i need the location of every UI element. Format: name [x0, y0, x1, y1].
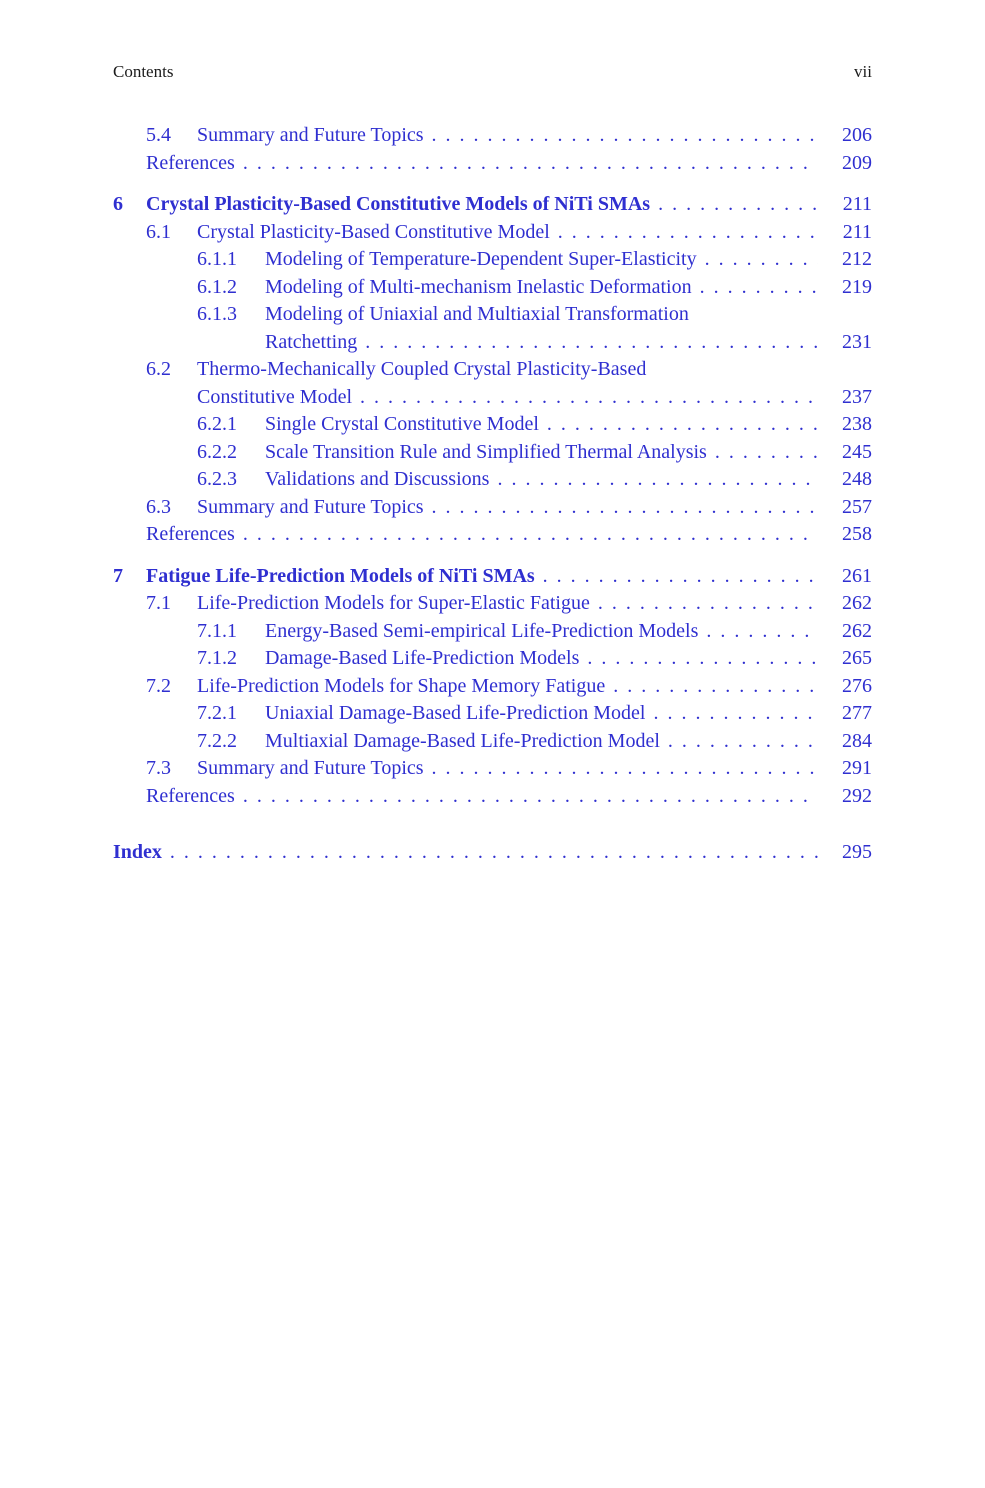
toc-entry-title: Scale Transition Rule and Simplified Thermal Analysis — [265, 440, 707, 463]
toc-entry[interactable] — [113, 466, 872, 494]
toc-entry-line — [113, 783, 872, 811]
toc-entry-number: 6.2.1 — [197, 413, 237, 435]
toc-entry-title: Summary and Future Topics — [197, 757, 424, 779]
dot-leader — [653, 700, 818, 728]
toc-entry-line — [113, 755, 872, 783]
toc-entry-page: 257 — [842, 495, 872, 518]
toc-entry[interactable] — [113, 590, 872, 618]
toc-entry-line — [113, 219, 872, 247]
dot-leader — [432, 755, 818, 783]
toc-entry[interactable] — [113, 618, 872, 646]
dot-leader — [432, 122, 818, 150]
dot-leader — [587, 645, 818, 673]
toc-entry-title: Crystal Plasticity-Based Constitutive Model — [197, 220, 550, 243]
toc-entry[interactable] — [113, 521, 872, 549]
toc-entry-number: 6.1.3 — [197, 303, 237, 325]
dot-leader — [547, 411, 818, 439]
toc-entry[interactable] — [113, 150, 872, 178]
toc-entry-line — [113, 122, 872, 150]
toc-entry-title: References — [146, 784, 235, 807]
running-header-title: Contents — [113, 62, 174, 81]
toc-entry-line — [113, 466, 872, 494]
toc-entry[interactable] — [113, 755, 872, 783]
toc-entry[interactable] — [113, 411, 872, 439]
dot-leader — [243, 150, 818, 178]
toc-entry-title: Validations and Discussions — [265, 468, 490, 490]
toc-entry-title: References — [146, 523, 235, 545]
toc-entry-line — [113, 246, 872, 274]
toc-entry-title: Life-Prediction Models for Shape Memory Fatigue — [197, 674, 606, 697]
toc-entry-number: 7.1.1 — [197, 619, 237, 642]
toc-entry[interactable] — [113, 673, 872, 701]
toc-entry[interactable] — [113, 356, 872, 411]
toc-entry-line — [113, 673, 872, 701]
toc-entry[interactable] — [113, 219, 872, 247]
toc-entry-number: 6.3 — [146, 495, 171, 518]
toc-entry-page: 262 — [842, 619, 872, 642]
toc-entry[interactable] — [113, 645, 872, 673]
toc-entry-page: 265 — [842, 647, 872, 669]
dot-leader — [365, 329, 818, 357]
toc-entry-title: Crystal Plasticity-Based Constitutive Models of NiTi SMAs — [146, 193, 651, 215]
toc-entry-number: 7.2 — [146, 674, 171, 697]
toc-entry-page: 245 — [842, 440, 872, 463]
toc-entry-title: Energy-Based Semi-empirical Life-Prediction Models — [265, 619, 699, 642]
toc-entry-title: Modeling of Temperature-Dependent Super-Elasticity — [265, 248, 697, 270]
toc-entry-page: 206 — [842, 124, 872, 146]
dot-leader — [715, 439, 818, 467]
toc-entry-page: 219 — [842, 275, 872, 298]
toc-entry-number: 6.2.2 — [197, 440, 237, 463]
toc-entry-number: 7.2.1 — [197, 702, 237, 724]
dot-leader — [243, 783, 818, 811]
toc-entry-number: 7.2.2 — [197, 729, 237, 752]
toc-entry[interactable] — [113, 839, 872, 867]
toc-entry-title: Index — [113, 841, 162, 863]
toc-entry-page: 292 — [842, 784, 872, 807]
toc-entry-line — [113, 618, 872, 646]
toc-entry-line — [113, 439, 872, 467]
toc-entry-number: 6.2.3 — [197, 468, 237, 490]
dot-leader — [598, 590, 818, 618]
toc-entry-title: Summary and Future Topics — [197, 124, 424, 146]
toc-entry-line — [113, 274, 872, 302]
toc-entry-line — [113, 839, 872, 867]
toc-entry-line — [113, 301, 872, 329]
toc-entry-line — [113, 356, 872, 384]
toc-entry[interactable] — [113, 122, 872, 150]
dot-leader — [543, 563, 818, 591]
toc-entry-number: 7 — [113, 564, 123, 587]
toc-entry-line — [113, 150, 872, 178]
toc-entry-page: 277 — [842, 702, 872, 724]
toc-entry[interactable] — [113, 439, 872, 467]
toc-entry-title-continuation: Constitutive Model — [197, 385, 352, 408]
toc-entry-line-continuation — [113, 329, 872, 357]
toc-entry-line-continuation — [113, 384, 872, 412]
toc-entry[interactable] — [113, 191, 872, 219]
toc-entry-title: Multiaxial Damage-Based Life-Prediction Model — [265, 729, 660, 752]
dot-leader — [706, 618, 818, 646]
dot-leader — [613, 673, 818, 701]
toc-entry-page: 262 — [842, 592, 872, 614]
toc-entry-page: 291 — [842, 757, 872, 779]
toc-entry-title-continuation: Ratchetting — [265, 330, 358, 353]
toc-entry-number: 6 — [113, 193, 123, 215]
toc-entry-number: 6.1.1 — [197, 248, 237, 270]
toc-entry-number: 7.3 — [146, 757, 171, 779]
toc-entry-page: 248 — [842, 468, 872, 490]
toc-entry-title: References — [146, 151, 235, 174]
toc-entry[interactable] — [113, 563, 872, 591]
toc-entry-title: Thermo-Mechanically Coupled Crystal Plasticity-Based — [197, 358, 647, 380]
dot-leader — [558, 219, 818, 247]
toc-entry-line — [113, 728, 872, 756]
dot-leader — [243, 521, 818, 549]
running-header — [113, 62, 872, 82]
toc-entry-number: 6.2 — [146, 358, 171, 380]
toc-entry-title: Uniaxial Damage-Based Life-Prediction Model — [265, 702, 646, 724]
toc-entry[interactable] — [113, 246, 872, 274]
toc-entry-title: Modeling of Multi-mechanism Inelastic Deformation — [265, 275, 692, 298]
toc-entry[interactable] — [113, 301, 872, 356]
toc-entry-line — [113, 590, 872, 618]
toc-entry-number: 7.1.2 — [197, 647, 237, 669]
toc-entry-page: 238 — [842, 413, 872, 435]
toc-entry-line — [113, 494, 872, 522]
toc-entry-number: 7.1 — [146, 592, 171, 614]
toc-entry-page: 237 — [842, 385, 872, 408]
dot-leader — [668, 728, 818, 756]
toc-entry-title: Damage-Based Life-Prediction Models — [265, 647, 580, 669]
dot-leader — [432, 494, 818, 522]
toc-entry-title: Modeling of Uniaxial and Multiaxial Transformation — [265, 303, 689, 325]
toc-entry-page: 276 — [842, 674, 872, 697]
toc-entry-title: Summary and Future Topics — [197, 495, 424, 518]
running-header-folio: vii — [854, 62, 872, 81]
toc-entry[interactable] — [113, 728, 872, 756]
dot-leader — [497, 466, 818, 494]
dot-leader — [658, 191, 818, 219]
toc-entry-page: 231 — [842, 330, 872, 353]
toc-entry-page: 295 — [842, 841, 872, 863]
dot-leader — [170, 839, 818, 867]
toc-entry-page: 212 — [842, 248, 872, 270]
toc-entry-number: 6.1.2 — [197, 275, 237, 298]
toc-entry-line — [113, 700, 872, 728]
dot-leader — [360, 384, 818, 412]
toc-entry-number: 6.1 — [146, 220, 171, 243]
toc-entry-page: 211 — [842, 220, 872, 243]
toc-entry[interactable] — [113, 274, 872, 302]
toc-entry-page: 261 — [842, 564, 872, 587]
toc-entry-title: Life-Prediction Models for Super-Elastic Fatigue — [197, 592, 590, 614]
toc-entry[interactable] — [113, 494, 872, 522]
toc-entry-line — [113, 645, 872, 673]
toc-entry-number: 5.4 — [146, 124, 171, 146]
toc-entry-page: 211 — [842, 193, 872, 215]
toc-entry-page: 258 — [842, 523, 872, 545]
toc-entry[interactable] — [113, 700, 872, 728]
dot-leader — [705, 246, 818, 274]
toc-entry-line — [113, 411, 872, 439]
toc-entry-page: 284 — [842, 729, 872, 752]
toc-entry-line — [113, 563, 872, 591]
dot-leader — [700, 274, 818, 302]
toc-entry-title: Single Crystal Constitutive Model — [265, 413, 539, 435]
toc-list — [113, 122, 872, 867]
toc-entry-title: Fatigue Life-Prediction Models of NiTi SMAs — [146, 564, 535, 587]
toc-entry-line — [113, 191, 872, 219]
toc-entry-page: 209 — [842, 151, 872, 174]
toc-entry[interactable] — [113, 783, 872, 811]
toc-entry-line — [113, 521, 872, 549]
